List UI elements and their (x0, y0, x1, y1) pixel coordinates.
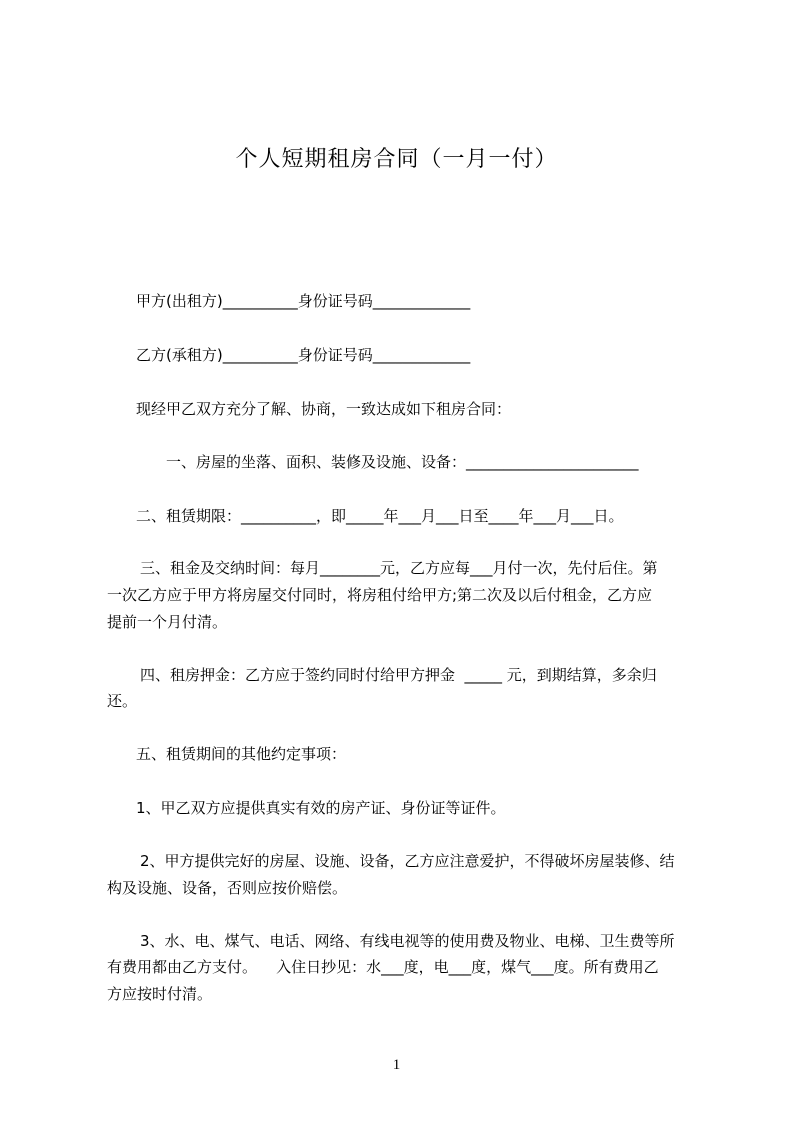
party-a-line: 甲方(出租方)__________身份证号码_____________ (136, 292, 471, 310)
clause-4-line-1: 四、租房押金：乙方应于签约同时付给甲方押金 _____ 元，到期结算，多余归 (140, 666, 657, 684)
item-3-line-3: 方应按时付清。 (107, 985, 213, 1003)
preamble-text: 现经甲乙双方充分了解、协商，一致达成如下租房合同： (136, 400, 512, 418)
clause-4-line-2: 还。 (107, 692, 138, 710)
clause-2: 二、租赁期限：__________，即_____年___月___日至____年___月___日。 (136, 507, 624, 525)
item-1: 1、甲乙双方应提供真实有效的房产证、身份证等证件。 (136, 799, 506, 817)
document-title: 个人短期租房合同（一月一付） (235, 147, 558, 172)
clause-3-line-2: 一次乙方应于甲方将房屋交付同时，将房租付给甲方;第二次及以后付租金，乙方应 (107, 586, 653, 604)
party-b-line: 乙方(承租方)__________身份证号码_____________ (136, 346, 471, 364)
clause-3-line-1: 三、租金及交纳时间：每月________元，乙方应每___月付一次，先付后住。第 (140, 559, 658, 577)
item-3-line-2: 有费用都由乙方支付。 入住日抄见：水___度，电___度，煤气___度。所有费用乙 (107, 958, 659, 976)
item-2-line-2: 构及设施、设备，否则应按价赔偿。 (107, 879, 348, 897)
clause-3-line-3: 提前一个月付清。 (107, 613, 228, 631)
clause-5: 五、租赁期间的其他约定事项： (136, 745, 347, 763)
item-3-line-1: 3、水、电、煤气、电话、网络、有线电视等的使用费及物业、电梯、卫生费等所 (140, 932, 675, 950)
item-2-line-1: 2、甲方提供完好的房屋、设施、设备，乙方应注意爱护，不得破坏房屋装修、结 (140, 852, 675, 870)
page-number: 1 (392, 1057, 401, 1073)
clause-1: 一、房屋的坐落、面积、装修及设施、设备：_______________________ (166, 453, 639, 471)
